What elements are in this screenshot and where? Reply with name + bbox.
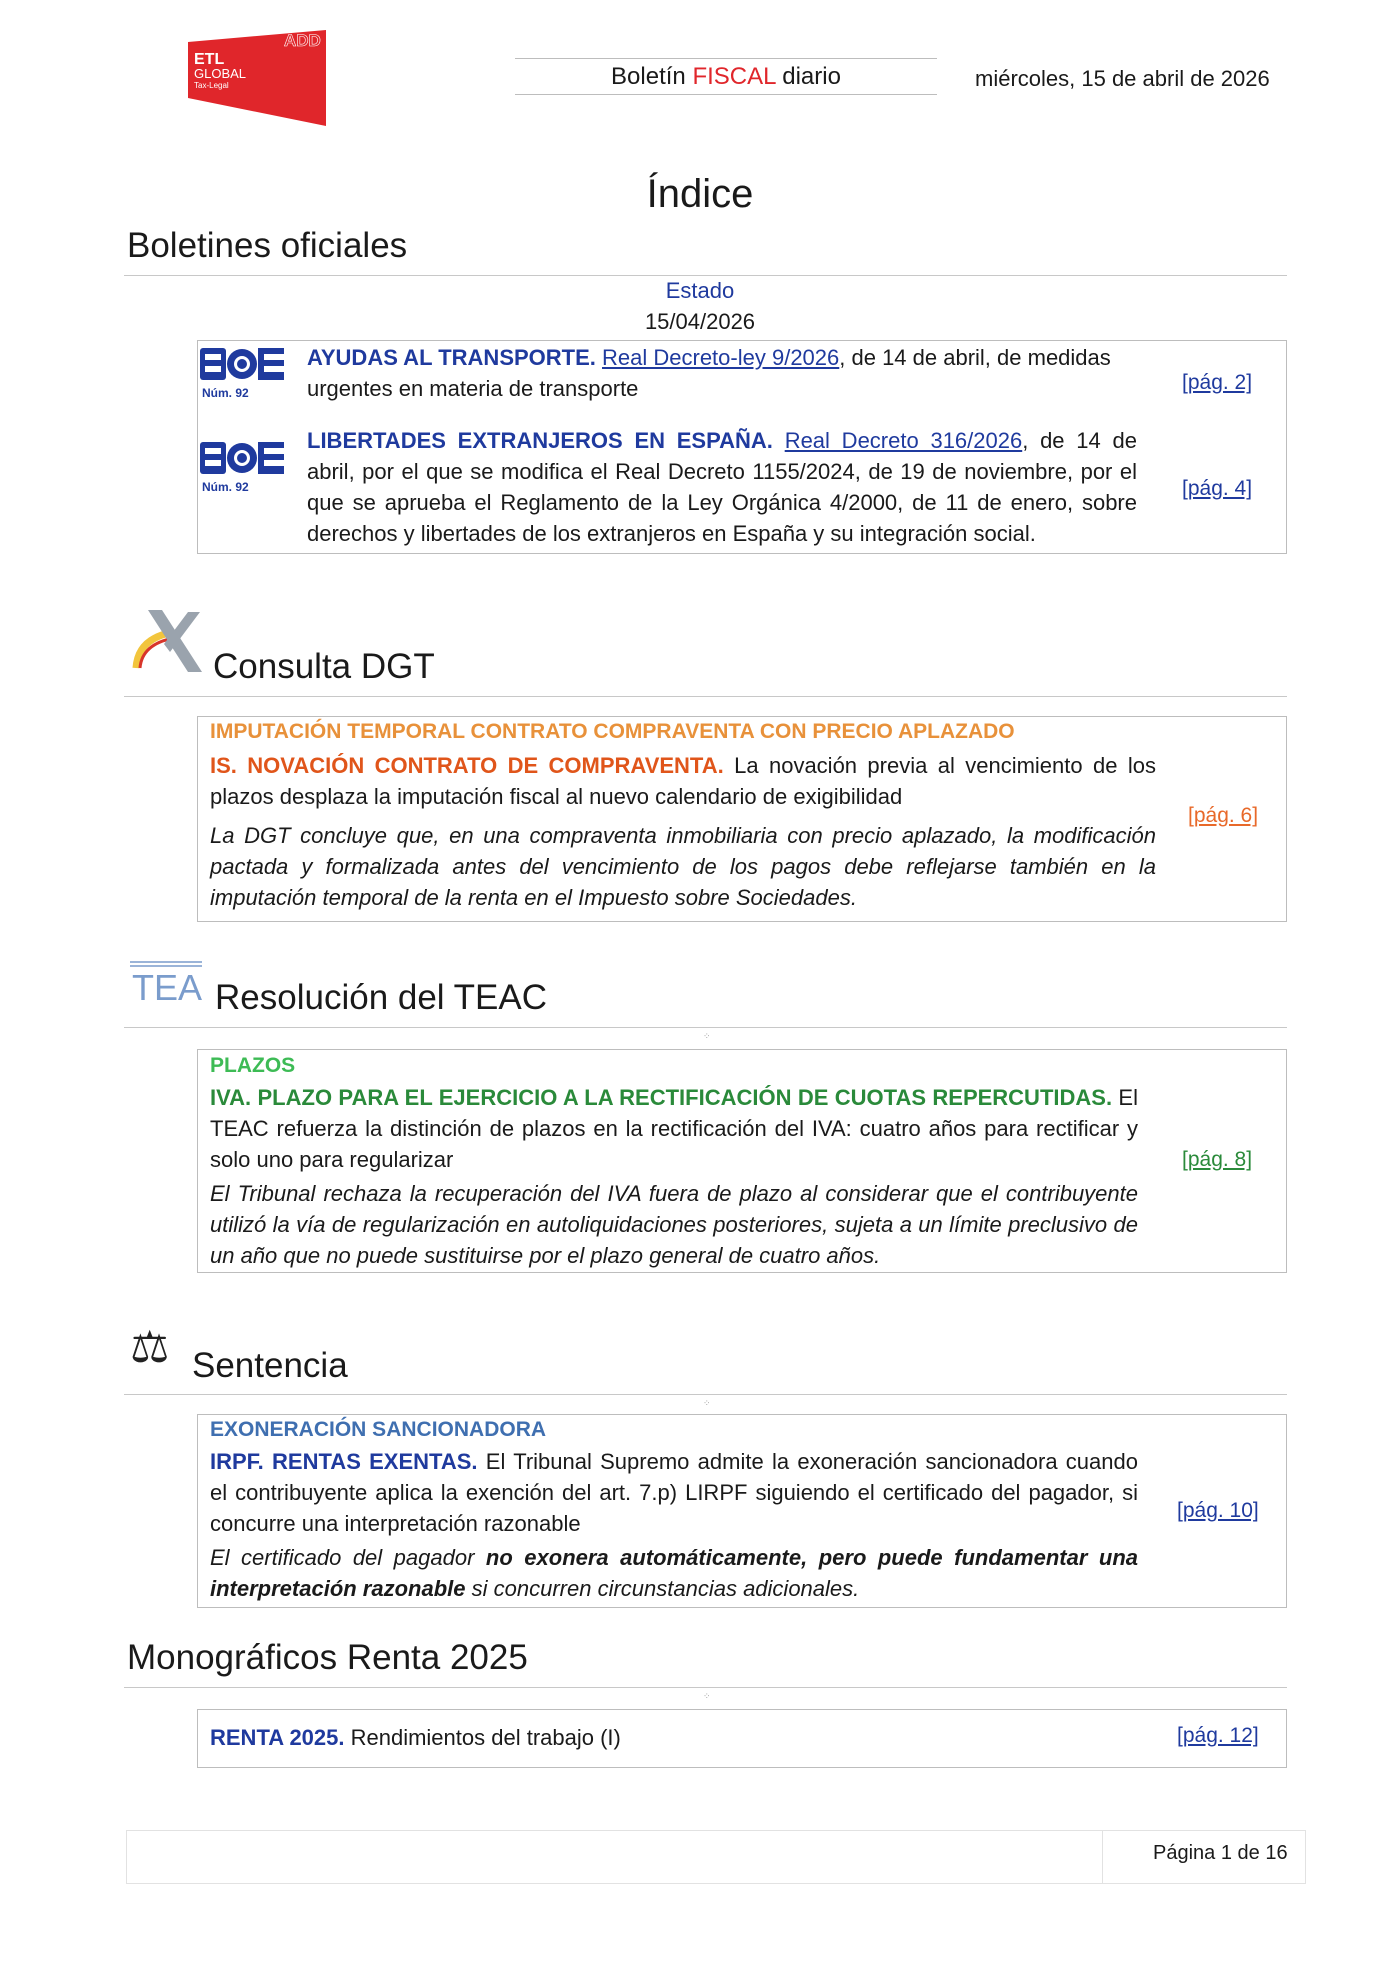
- boe-entry-2-link[interactable]: Real Decreto 316/2026: [784, 428, 1023, 453]
- boe-logo-icon: [200, 346, 284, 382]
- section-rule: [124, 696, 1287, 697]
- boe-entry-1: [307, 342, 1137, 404]
- section-marker: ⁘: [703, 1031, 711, 1041]
- section-marker: ⁘: [703, 1691, 711, 1701]
- boe-entry-1-link[interactable]: Real Decreto-ley 9/2026: [602, 345, 840, 370]
- boe-entry-2-head: LIBERTADES EXTRANJEROS EN ESPAÑA.: [307, 428, 773, 453]
- header-date: miércoles, 15 de abril de 2026: [975, 66, 1270, 91]
- logo-etl-text: ETL: [194, 51, 225, 68]
- boe-entry-1-text: , de 14 de abril, de medidas urgentes en materia de transporte: [307, 345, 1111, 401]
- section-title-boletines: Boletines oficiales: [127, 226, 408, 265]
- dgt-text: La novación previa al vencimiento de los plazos desplaza la imputación fiscal al nuevo calendario de exigibilidad: [210, 753, 1156, 809]
- teac-summary: [210, 1082, 1138, 1175]
- page-link-2[interactable]: [pág. 2]: [1182, 371, 1253, 394]
- sentencia-italic-1: El certificado del pagador: [210, 1545, 486, 1570]
- page-link-6[interactable]: [pág. 6]: [1188, 804, 1259, 827]
- title-highlight: FISCAL: [692, 63, 776, 90]
- sentencia-text: El Tribunal Supremo admite la exoneración sancionadora cuando el contribuyente aplica la exención del art. 7.p) LIRPF siguiendo el certificado del pagador, si concurre una interpretación razonable: [210, 1449, 1138, 1536]
- section-title-sentencia: Sentencia: [192, 1346, 348, 1385]
- sentencia-head: IRPF. RENTAS EXENTAS.: [210, 1449, 478, 1474]
- footer-box: [126, 1830, 1306, 1884]
- teac-logo-text: TEA: [132, 967, 202, 1008]
- scales-icon: ⚖: [130, 1323, 170, 1372]
- teac-text: El TEAC refuerza la distinción de plazos en la rectificación del IVA: cuatro años para rectificar y solo uno para regularizar: [210, 1085, 1138, 1172]
- boletines-date: 15/04/2026: [644, 309, 756, 334]
- boletines-subtitle: Estado: [665, 278, 735, 303]
- title-prefix: Boletín: [611, 63, 693, 90]
- dgt-italic: La DGT concluye que, en una compraventa inmobiliaria con precio aplazado, la modificación pactada y formalizada antes del vencimiento de los pagos debe reflejarse también en la imputación temporal de la renta en el Impuesto sobre Sociedades.: [210, 823, 1156, 910]
- boe-logo-icon: [200, 440, 284, 476]
- boe-entry-2-text: , de 14 de abril, por el que se modifica el Real Decreto 1155/2024, de 19 de noviembre, por el que se aprueba el Reglamento de la Ley Orgánica 4/2000, de 11 de enero, sobre derechos y libertades de los extranjeros en España y su integración social.: [307, 428, 1137, 546]
- boe-entry-1-head: AYUDAS AL TRANSPORTE.: [307, 345, 596, 370]
- section-rule: [124, 275, 1287, 276]
- section-rule: [124, 1027, 1287, 1028]
- teac-topic: PLAZOS: [210, 1054, 296, 1077]
- boe-number: Núm. 92: [202, 480, 249, 494]
- teac-italic: El Tribunal rechaza la recuperación del IVA fuera de plazo al considerar que el contribuyente utilizó la vía de regularización en autoliquidaciones posteriores, sujeta a un límite preclusivo de un año que no puede sustituirse por el plazo general de cuatro años.: [210, 1181, 1138, 1268]
- dgt-head: IS. NOVACIÓN CONTRATO DE COMPRAVENTA.: [210, 753, 724, 778]
- boe-badge: [200, 346, 284, 412]
- aeat-logo-icon: [130, 608, 206, 676]
- boe-entry-2: [307, 425, 1137, 549]
- logo-add-text: ADD: [284, 31, 321, 50]
- section-title-dgt: Consulta DGT: [213, 647, 435, 686]
- boe-number: Núm. 92: [202, 386, 249, 400]
- dgt-summary: [210, 750, 1156, 812]
- boe-badge: [200, 440, 284, 506]
- monograficos-head: RENTA 2025.: [210, 1725, 345, 1750]
- logo-global-text: GLOBAL: [194, 66, 247, 81]
- section-marker: ⁘: [703, 1398, 711, 1408]
- index-title: Índice: [646, 172, 754, 216]
- section-rule: [124, 1687, 1287, 1688]
- sentencia-italic-2: si concurren circunstancias adicionales.: [465, 1576, 860, 1601]
- logo-tax-text: Tax-Legal: [194, 81, 229, 90]
- page-link-8[interactable]: [pág. 8]: [1182, 1148, 1253, 1171]
- section-title-teac: Resolución del TEAC: [215, 978, 548, 1017]
- page-link-10[interactable]: [pág. 10]: [1177, 1499, 1259, 1522]
- sentencia-summary: [210, 1446, 1138, 1539]
- sentencia-italic: [210, 1542, 1138, 1604]
- teac-head: IVA. PLAZO PARA EL EJERCICIO A LA RECTIFICACIÓN DE CUOTAS REPERCUTIDAS.: [210, 1085, 1113, 1110]
- page-number: Página 1 de 16: [1153, 1842, 1288, 1864]
- page-link-4[interactable]: [pág. 4]: [1182, 477, 1253, 500]
- page-link-12[interactable]: [pág. 12]: [1177, 1724, 1259, 1747]
- title-suffix: diario: [775, 63, 841, 90]
- section-title-monograficos: Monográficos Renta 2025: [127, 1638, 528, 1677]
- monograficos-summary: [210, 1722, 1010, 1753]
- section-rule: [124, 1394, 1287, 1395]
- teac-logo-icon: [130, 958, 202, 1008]
- footer-separator: [1102, 1830, 1103, 1884]
- monograficos-text: Rendimientos del trabajo (I): [344, 1725, 621, 1750]
- sentencia-italic-bold: no exonera automáticamente, pero puede fundamentar una interpretación razonable: [210, 1545, 1138, 1601]
- bulletin-title: [515, 58, 937, 95]
- dgt-topic: IMPUTACIÓN TEMPORAL CONTRATO COMPRAVENTA CON PRECIO APLAZADO: [210, 720, 1015, 743]
- sentencia-topic: EXONERACIÓN SANCIONADORA: [210, 1418, 547, 1441]
- etl-global-logo: [186, 30, 330, 126]
